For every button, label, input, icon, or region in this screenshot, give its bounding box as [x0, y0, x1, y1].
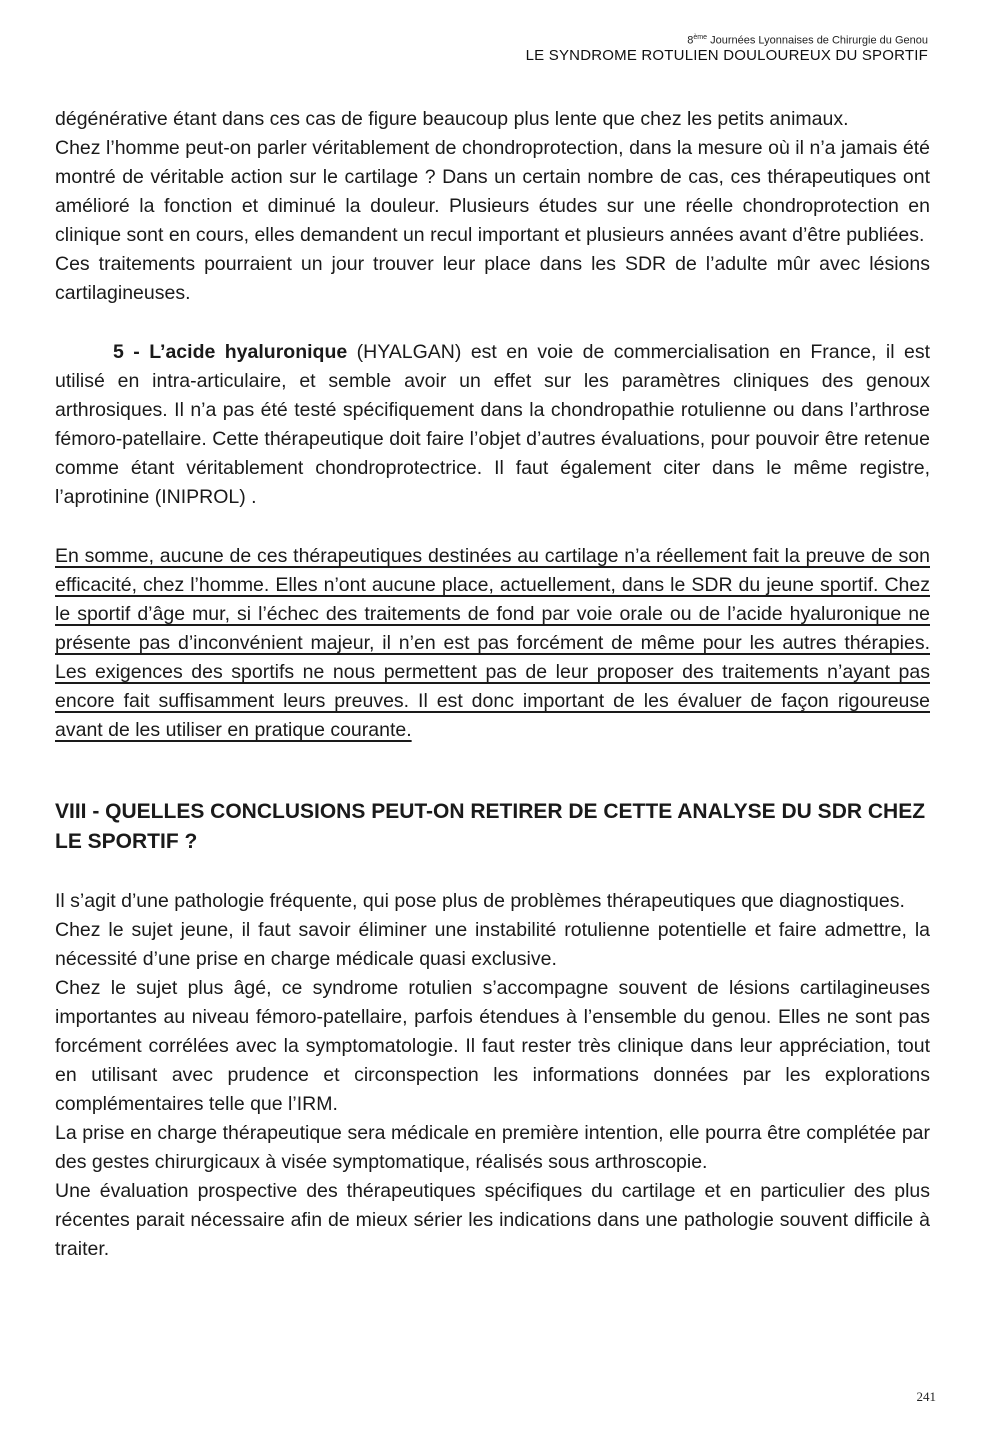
document-title: LE SYNDROME ROTULIEN DOULOUREUX DU SPORTIF — [525, 47, 928, 65]
subsection-lead: 5 - L’acide hyaluronique — [113, 341, 348, 363]
paragraph-adult-treatments: Ces traitements pourraient un jour trouver leur place dans les SDR de l’adulte mûr avec lésions cartilagineuses. — [55, 253, 930, 304]
conclusion-paragraph-1: Il s’agit d’une pathologie fréquente, qui pose plus de problèmes thérapeutiques que diagnostiques. — [55, 890, 905, 912]
conclusion-paragraph-4: La prise en charge thérapeutique sera médicale en première intention, elle pourra être complétée par des gestes chirurgicaux à visée symptomatique, réalisés sous arthroscopie. — [55, 1122, 930, 1173]
conclusion-paragraph-2: Chez le sujet jeune, il faut savoir éliminer une instabilité rotulienne potentielle et faire admettre, la nécessité d’une prise en charge médicale quasi exclusive. — [55, 919, 930, 970]
paragraph-summary-underlined: En somme, aucune de ces thérapeutiques destinées au cartilage n’a réellement fait la preuve de son efficacité, chez l’homme. Elles n’ont aucune place, actuellement, dans le SDR du jeune sportif. Chez le sportif d’âge mur, si l’échec des traitements de fond par voie orale ou de l’acide hyaluronique ne présente pas d’inconvénient majeur, il n’en est pas forcément de même pour les autres thérapies. Les exigences des sportifs ne nous permettent pas de leur proposer des traitements n’ayant pas encore fait suffisamment leurs preuves. Il est donc important de les évaluer de façon rigoureuse avant de les utiliser en pratique courante. — [55, 545, 930, 741]
main-content — [55, 105, 930, 1264]
running-header — [526, 34, 928, 65]
conference-number: 8 — [687, 34, 694, 47]
page-number: 241 — [916, 1389, 936, 1404]
subsection-body: (HYALGAN) est en voie de commercialisation en France, il est utilisé en intra-articulaire, et semble avoir un effet sur les paramètres cliniques des genoux arthrosiques. Il n’a pas été testé spécifiquement dans la chondropathie rotulienne ou dans l’arthrose fémoro-patellaire. Cette thérapeutique doit faire l’objet d’autres évaluations, pour pouvoir être retenue comme étant véritablement chondroprotectrice. Il faut également citer dans le même registre, l’aprotinine (INIPROL) . — [55, 341, 930, 508]
paragraph-chondroprotection: Chez l’homme peut-on parler véritablement de chondroprotection, dans la mesure où il n’a jamais été montré de véritable action sur le cartilage ? Dans un certain nombre de cas, ces thérapeutiques ont amélioré la fonction et diminué la douleur. Plusieurs études sur une réelle chondroprotection en clinique sont en cours, elles demandent un recul important et plusieurs années avant d’être publiées. — [55, 137, 930, 246]
conference-title: Journées Lyonnaises de Chirurgie du Genou — [707, 34, 928, 47]
paragraph-continuation: dégénérative étant dans ces cas de figure beaucoup plus lente que chez les petits animaux. — [55, 108, 849, 130]
conclusion-paragraph-3: Chez le sujet plus âgé, ce syndrome rotulien s’accompagne souvent de lésions cartilagineuses importantes au niveau fémoro-patellaire, parfois étendues à l’ensemble du genou. Elles ne sont pas forcément corrélées avec la symptomatologie. Il faut rester très clinique dans leur appréciation, tout en utilisant avec prudence et circonspection les informations données par les explorations complémentaires telle que l’IRM. — [55, 977, 930, 1115]
conclusion-paragraph-5: Une évaluation prospective des thérapeutiques spécifiques du cartilage et en particulier des plus récentes parait nécessaire afin de mieux sérier les indications dans une pathologie souvent difficile à traiter. — [55, 1180, 930, 1260]
section-heading: VIII - QUELLES CONCLUSIONS PEUT-ON RETIRER DE CETTE ANALYSE DU SDR CHEZ LE SPORTIF ? — [55, 800, 926, 853]
conference-ordinal: ème — [693, 34, 708, 41]
conference-name — [526, 34, 928, 47]
paragraph-hyaluronic-acid — [55, 338, 930, 512]
